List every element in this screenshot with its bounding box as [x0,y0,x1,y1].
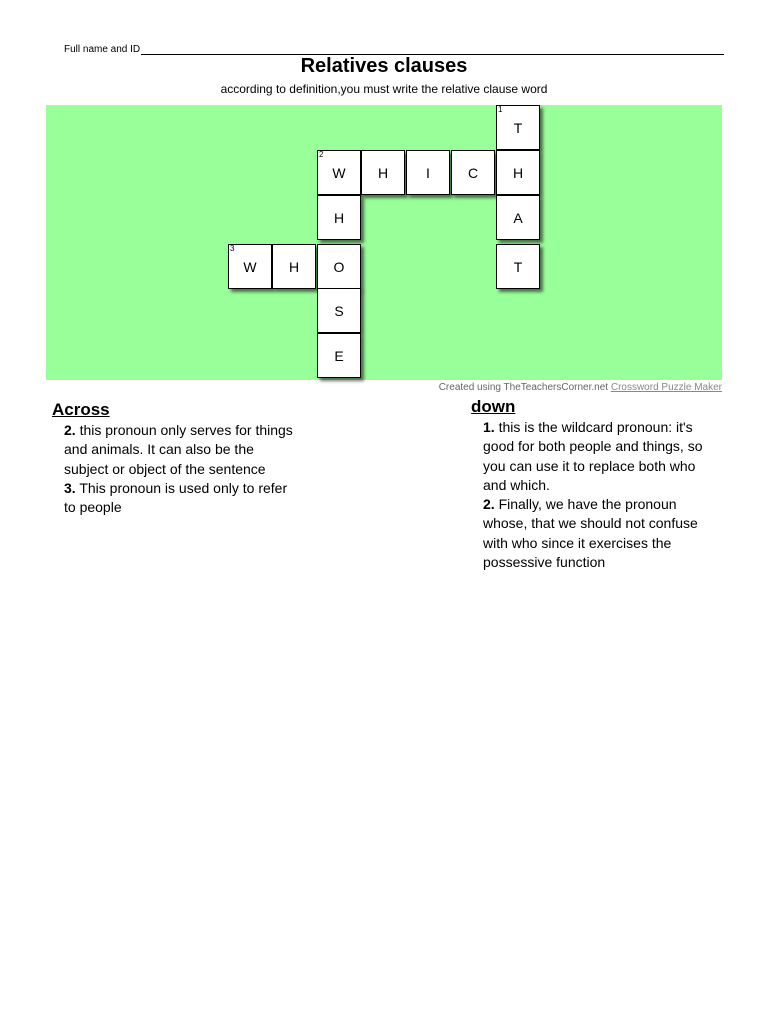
cell-letter: S [334,302,344,319]
crossword-cell[interactable] [496,150,540,195]
clue-number: 1 [498,105,503,114]
crossword-cell[interactable] [496,195,540,240]
crossword-cell[interactable] [272,244,316,289]
crossword-cell[interactable] [406,150,450,195]
crossword-cell[interactable] [496,244,540,289]
crossword-cell[interactable] [451,150,495,195]
cell-letter: I [426,164,430,181]
crossword-cell[interactable] [317,195,361,240]
cell-letter: A [513,209,523,226]
worksheet-title: Relatives clauses [300,55,468,77]
clue-item [52,421,302,479]
clue-item-number: 1. [483,419,495,435]
crossword-cell[interactable] [361,150,405,195]
crossword-grid [46,105,722,380]
down-clues [471,396,721,572]
crossword-cell[interactable] [496,105,540,150]
credit-line [439,382,722,393]
cell-letter: T [513,119,523,136]
crossword-cell[interactable] [317,150,361,195]
clue-item [471,495,721,572]
crossword-cell[interactable] [317,288,361,333]
cell-letter: O [333,258,345,275]
clue-item [471,418,721,495]
name-id-blank[interactable] [141,44,724,55]
clue-number: 2 [319,150,324,159]
crossword-cell[interactable] [228,244,272,289]
cell-letter: W [332,164,346,181]
crossword-maker-link[interactable]: Crossword Puzzle Maker [610,382,722,393]
down-heading: down [471,397,516,416]
across-heading: Across [52,400,110,419]
clue-item-text: this is the wildcard pronoun: it's good for both people and things, so you can use it to replace both who and which. [483,419,703,493]
clue-item-number: 2. [64,422,76,438]
cell-letter: C [467,164,479,181]
cell-letter: H [333,209,345,226]
cell-letter: E [334,347,344,364]
cell-letter: W [243,258,257,275]
clue-item-text: this pronoun only serves for things and animals. It can also be the subject or object of the sentence [64,422,293,477]
clue-item-number: 2. [483,496,495,513]
clue-item [52,479,302,518]
name-id-label: Full name and ID [64,44,141,55]
name-id-row [64,41,724,55]
cell-letter: H [512,164,524,181]
clue-item-text: This pronoun is used only to refer to people [64,479,288,516]
credit-text: Created using TheTeachersCorner.net [438,382,611,393]
cell-letter: H [288,258,300,275]
across-clues [52,399,302,517]
worksheet-subtitle: according to definition,you must write the relative clause word [220,82,548,96]
crossword-cell[interactable] [317,244,361,289]
clue-item-number: 3. [64,479,76,496]
cell-letter: H [377,164,389,181]
clue-item-text: Finally, we have the pronoun whose, that we should not confuse with who since it exercises the possessive function [483,496,698,571]
crossword-cell[interactable] [317,333,361,378]
cell-letter: T [513,258,523,275]
clue-number: 3 [230,244,235,253]
